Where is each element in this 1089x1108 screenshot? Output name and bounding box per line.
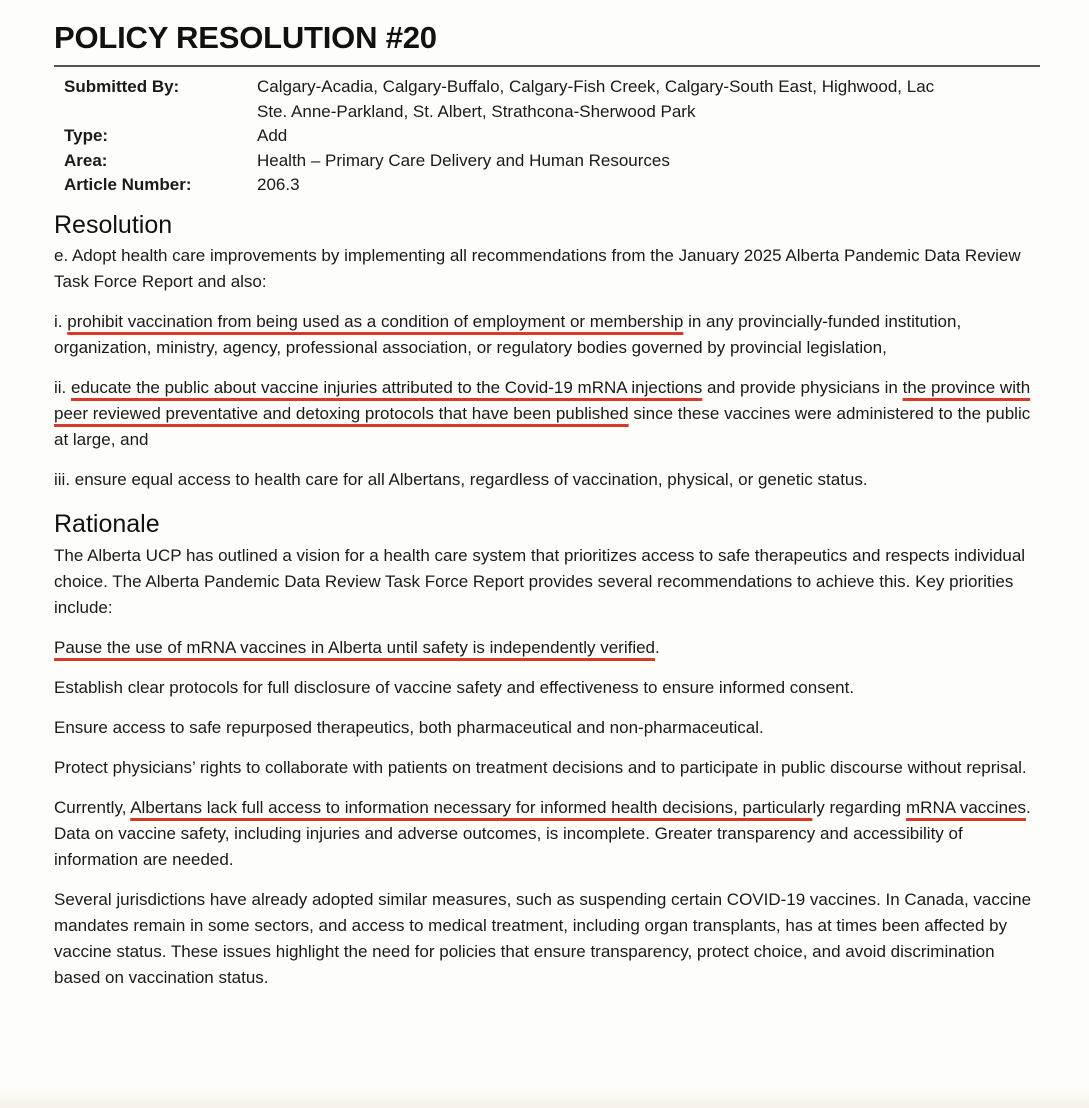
item-i-rest: in any provincially-funded institution, organization, ministry, agency, professional association, or regulatory bodies governed by provincial legislation, (54, 311, 962, 357)
meta-row-area (64, 149, 1040, 174)
rationale-pause (54, 635, 1040, 661)
currently-highlight-1: Albertans lack full access to information necessary for informed health decisions, particular (130, 797, 813, 817)
resolution-heading: Resolution (54, 210, 173, 239)
rationale-protocols: Establish clear protocols for full disclosure of vaccine safety and effectiveness to ensure informed consent. (54, 677, 855, 697)
pause-rest: . (655, 637, 660, 657)
item-ii-middle: and provide physicians in (702, 377, 903, 397)
document-page (54, 18, 1040, 991)
rationale-heading: Rationale (54, 509, 160, 538)
currently-highlight-2: mRNA vaccines (906, 797, 1026, 817)
item-i-prefix: i. (54, 311, 68, 331)
item-ii-highlight-2: the province with peer reviewed preventative and detoxing protocols that have been published (54, 377, 1031, 423)
resolution-item-i (54, 309, 1040, 361)
area-label: Area: (64, 150, 108, 170)
currently-prefix: Currently, (54, 797, 131, 817)
rationale-therapeutics: Ensure access to safe repurposed therapeutics, both pharmaceutical and non-pharmaceutical. (54, 717, 764, 737)
pause-highlight: Pause the use of mRNA vaccines in Alberta until safety is independently verified (54, 637, 656, 657)
page-title: POLICY RESOLUTION #20 (54, 20, 437, 55)
item-i-highlight: prohibit vaccination from being used as a condition of employment or membership (67, 311, 684, 331)
rationale-jurisdictions: Several jurisdictions have already adopted similar measures, such as suspending certain COVID-19 vaccines. In Canada, vaccine mandates remain in some sectors, and access to medical treatment, including organ transplants, has at times been affected by vaccine status. These issues highlight the need for policies that ensure transparency, protect choice, and avoid discrimination based on vaccination status. (54, 889, 1032, 987)
item-ii-rest: since these vaccines were administered to the public at large, and (54, 403, 1031, 449)
type-value: Add (257, 126, 288, 145)
rationale-physicians: Protect physicians’ rights to collaborate with patients on treatment decisions and to participate in public discourse without reprisal. (54, 757, 1027, 777)
title-divider (54, 65, 1040, 67)
submitted-by-value: Calgary-Acadia, Calgary-Buffalo, Calgary-Fish Creek, Calgary-South East, Highwood, Lac Ste. Anne-Parkland, St. Albert, Strathcona-Sherwood Park (257, 77, 935, 121)
resolution-intro: e. Adopt health care improvements by implementing all recommendations from the January 2025 Alberta Pandemic Data Review Task Force Report and also: (54, 245, 1021, 291)
rationale-currently (54, 795, 1040, 873)
item-ii-highlight-1: educate the public about vaccine injuries attributed to the Covid-19 mRNA injections (71, 377, 703, 397)
currently-middle: ly regarding (812, 797, 906, 817)
area-value: Health – Primary Care Delivery and Human Resources (257, 150, 670, 170)
item-ii-prefix: ii. (54, 377, 71, 397)
meta-row-type (64, 124, 1040, 149)
resolution-item-iii: iii. ensure equal access to health care for all Albertans, regardless of vaccination, physical, or genetic status. (54, 469, 868, 489)
resolution-item-ii (54, 375, 1040, 453)
submitted-by-label: Submitted By: (64, 77, 180, 96)
currently-rest: . Data on vaccine safety, including injuries and adverse outcomes, is incomplete. Greater transparency and accessibility of information are needed. (54, 797, 1031, 869)
meta-row-article-number (64, 173, 1040, 198)
metadata-table (64, 75, 1040, 198)
type-label: Type: (64, 126, 109, 145)
article-number-label: Article Number: (64, 175, 192, 194)
page-bottom-shadow (0, 1086, 1089, 1108)
rationale-intro: The Alberta UCP has outlined a vision for a health care system that prioritizes access to safe therapeutics and respects individual choice. The Alberta Pandemic Data Review Task Force Report provides several recommendations to achieve this. Key priorities include: (54, 545, 1026, 617)
meta-row-submitted-by (64, 75, 1040, 124)
article-number-value: 206.3 (257, 175, 300, 194)
